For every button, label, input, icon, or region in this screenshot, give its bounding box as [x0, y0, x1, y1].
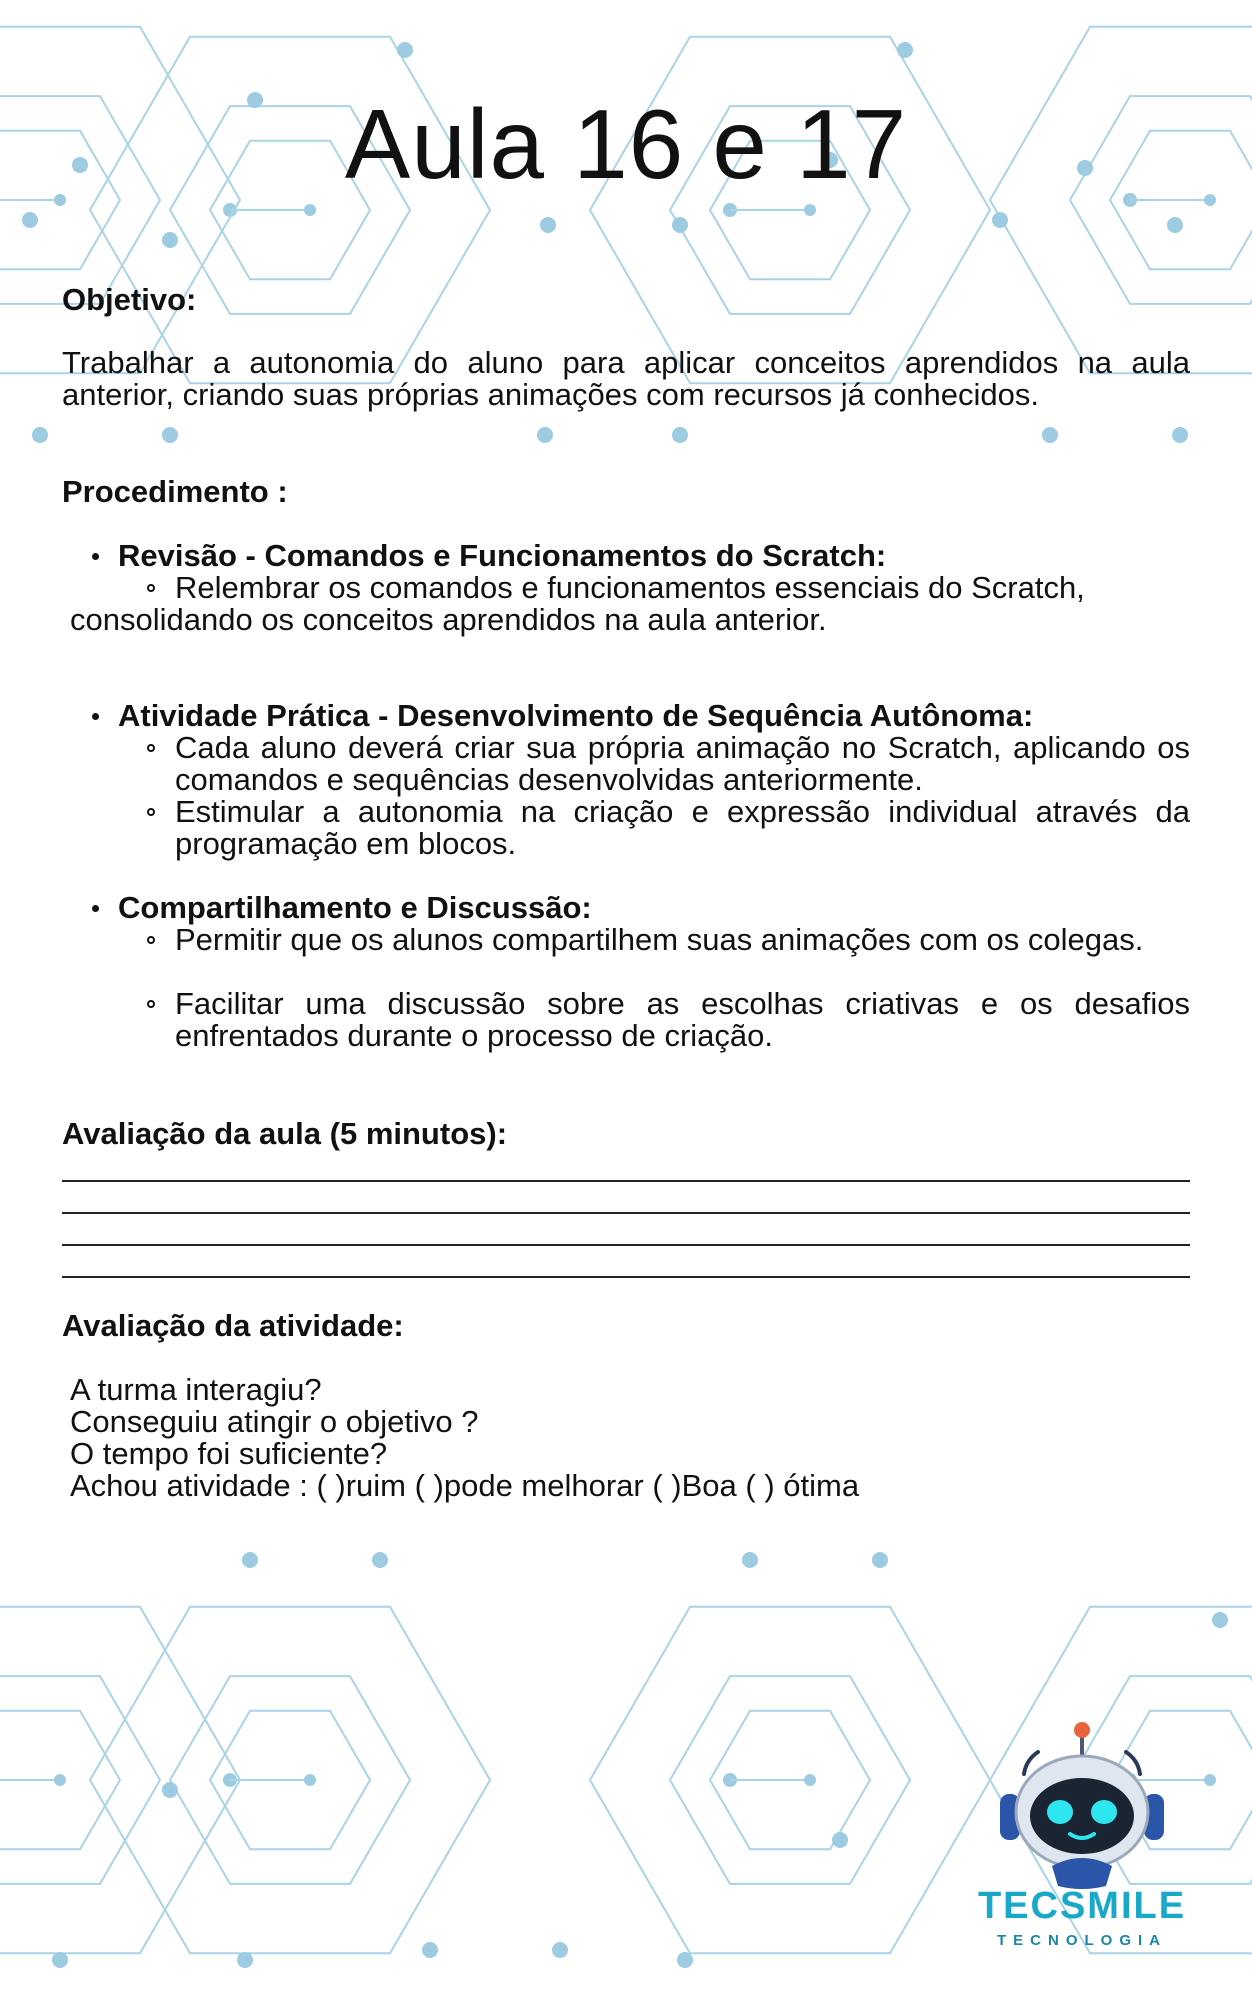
- procedure-subitem: Facilitar uma discussão sobre as escolhas criativas e os desafios enfrentados durante o processo de criação.: [175, 986, 1190, 1053]
- procedure-subitem: Permitir que os alunos compartilhem suas animações com os colegas.: [175, 924, 1190, 956]
- answer-line: [62, 1180, 1190, 1182]
- procedure-subitem: Estimular a autonomia na criação e expressão individual através da programação em blocos.: [175, 794, 1190, 861]
- procedure-item-sharing: Compartilhamento e Discussão:: [118, 890, 592, 925]
- objective-text: Trabalhar a autonomia do aluno para aplicar conceitos aprendidos na aula anterior, criando suas próprias animações com recursos já conhecidos.: [62, 345, 1190, 412]
- evaluation-question: O tempo foi suficiente?: [70, 1436, 388, 1471]
- evaluation-question: Conseguiu atingir o objetivo ?: [70, 1404, 479, 1439]
- activity-evaluation-heading: Avaliação da atividade:: [62, 1308, 404, 1343]
- procedure-item-practice: Atividade Prática - Desenvolvimento de Sequência Autônoma:: [118, 698, 1034, 733]
- robot-icon: [966, 1720, 1198, 1890]
- evaluation-question: A turma interagiu?: [70, 1372, 322, 1407]
- procedure-subitem: Relembrar os comandos e funcionamentos essenciais do Scratch,: [175, 570, 1085, 605]
- tecsmile-logo: [966, 1720, 1198, 1960]
- answer-line: [62, 1276, 1190, 1278]
- page-title: Aula 16 e 17: [344, 89, 908, 199]
- logo-brand-name: TECSMILE: [977, 1885, 1187, 1927]
- objective-heading: Objetivo:: [62, 282, 197, 317]
- procedure-heading: Procedimento :: [62, 474, 288, 509]
- logo-tagline: TECNOLOGIA: [997, 1932, 1167, 1949]
- procedure-item-review: Revisão - Comandos e Funcionamentos do Scratch:: [118, 538, 887, 573]
- procedure-subitem-continuation: consolidando os conceitos aprendidos na aula anterior.: [70, 602, 827, 637]
- answer-line: [62, 1212, 1190, 1214]
- lesson-evaluation-heading: Avaliação da aula (5 minutos):: [62, 1116, 508, 1151]
- answer-line: [62, 1244, 1190, 1246]
- evaluation-question: Achou atividade : ( )ruim ( )pode melhorar ( )Boa ( ) ótima: [70, 1468, 860, 1503]
- procedure-subitem: Cada aluno deverá criar sua própria animação no Scratch, aplicando os comandos e sequências desenvolvidas anteriormente.: [175, 730, 1190, 797]
